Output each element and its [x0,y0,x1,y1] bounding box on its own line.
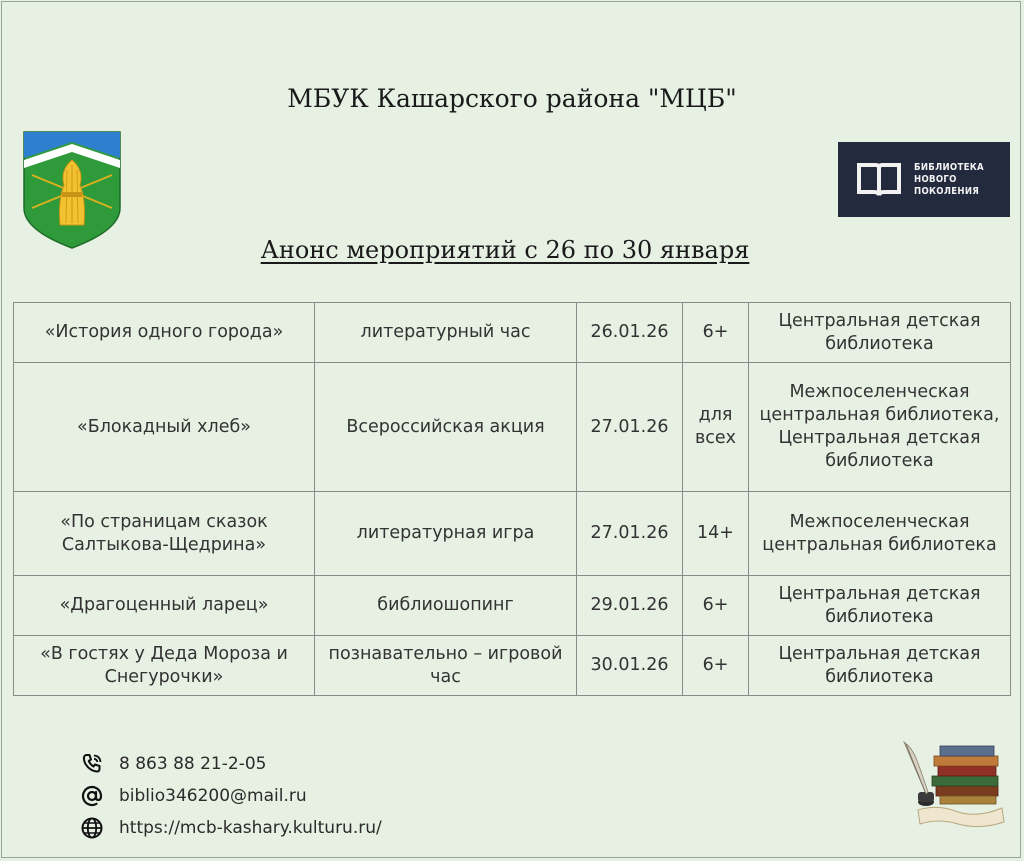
event-venue: Межпоселенческая центральная библиотека, Центральная детская библиотека [749,363,1011,492]
event-date: 26.01.26 [577,303,683,363]
coat-of-arms-icon [22,130,122,250]
event-type: Всероссийская акция [315,363,577,492]
table-row [14,492,1011,576]
contact-website [80,812,382,844]
event-date: 30.01.26 [577,636,683,696]
logo-line-1: БИБЛИОТЕКА [914,161,984,173]
event-age: 6+ [683,636,749,696]
at-sign-icon [80,784,104,808]
event-type: литературная игра [315,492,577,576]
contacts-block [80,748,382,844]
event-age: 14+ [683,492,749,576]
event-name: «Блокадный хлеб» [14,363,315,492]
phone-icon [80,752,104,776]
page-title: МБУК Кашарского района "МЦБ" [287,84,737,113]
event-type: литературный час [315,303,577,363]
table-row [14,303,1011,363]
event-date: 29.01.26 [577,576,683,636]
announcement-heading: Анонс мероприятий с 26 по 30 января [260,236,750,264]
event-date: 27.01.26 [577,363,683,492]
logo-text [914,162,984,198]
globe-icon [80,816,104,840]
event-age: 6+ [683,576,749,636]
logo-line-3: ПОКОЛЕНИЯ [914,185,980,197]
open-book-icon [856,162,902,198]
email-address[interactable]: biblio346200@mail.ru [119,786,307,806]
event-type: познавательно – игровой час [315,636,577,696]
event-age: для всех [683,363,749,492]
event-venue: Центральная детская библиотека [749,576,1011,636]
contact-phone [80,748,382,780]
event-name: «По страницам сказок Салтыкова-Щедрина» [14,492,315,576]
event-date: 27.01.26 [577,492,683,576]
event-venue: Центральная детская библиотека [749,303,1011,363]
contact-email [80,780,382,812]
event-name: «История одного города» [14,303,315,363]
event-age: 6+ [683,303,749,363]
phone-number: 8 863 88 21-2-05 [119,754,267,774]
logo-line-2: НОВОГО [914,173,957,185]
library-logo [838,142,1010,217]
events-table [13,302,1011,696]
table-row [14,576,1011,636]
books-and-quill-icon [898,738,1010,830]
event-venue: Центральная детская библиотека [749,636,1011,696]
event-venue: Межпоселенческая центральная библиотека [749,492,1011,576]
event-type: библиошопинг [315,576,577,636]
event-name: «Драгоценный ларец» [14,576,315,636]
website-link[interactable]: https://mcb-kashary.kulturu.ru/ [119,818,382,838]
table-row [14,363,1011,492]
event-name: «В гостях у Деда Мороза и Снегурочки» [14,636,315,696]
table-row [14,636,1011,696]
